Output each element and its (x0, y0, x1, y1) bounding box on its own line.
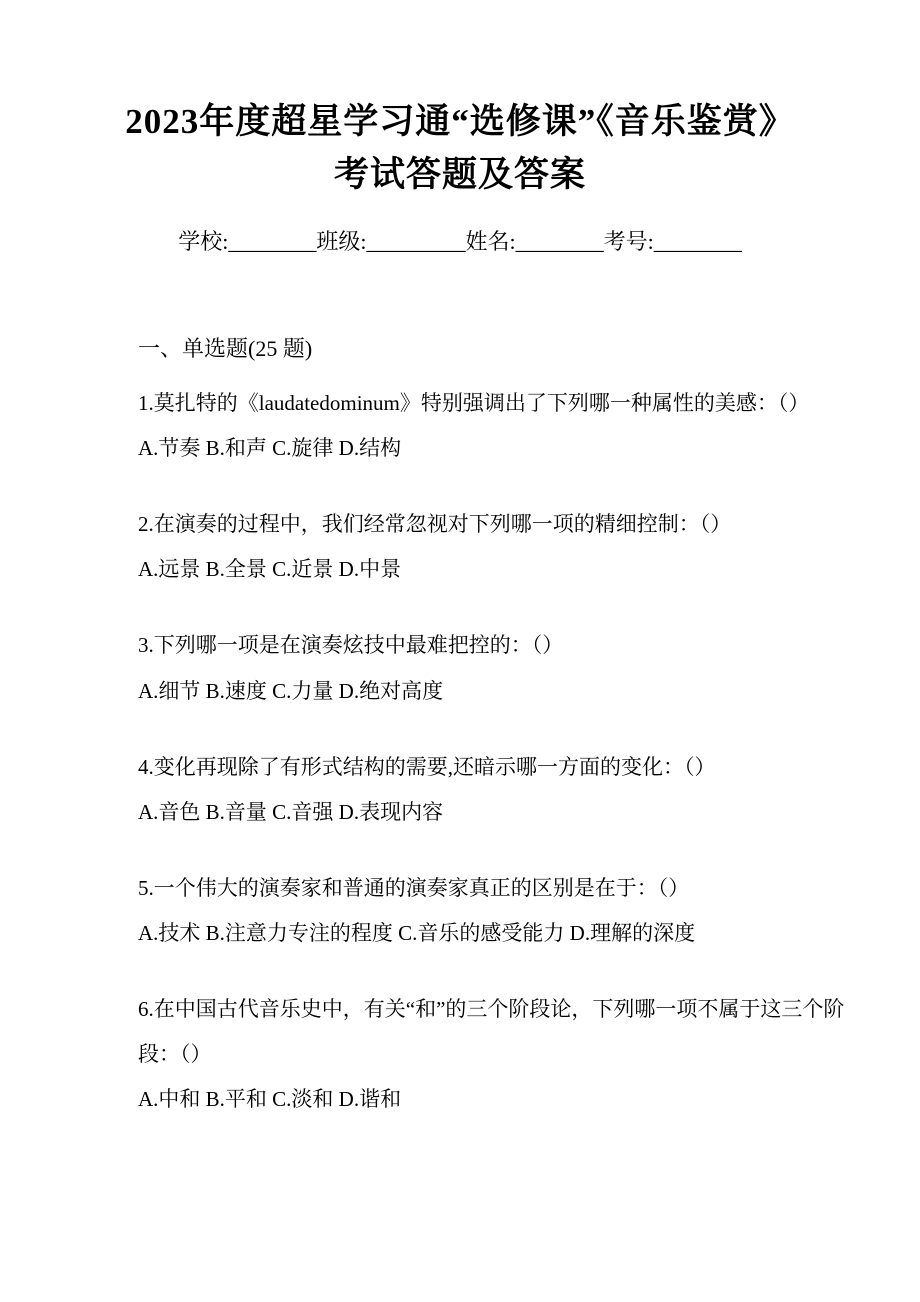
class-blank: _________ (366, 229, 466, 254)
name-blank: ________ (515, 229, 604, 254)
title-line-2: 考试答题及答案 (333, 154, 586, 194)
exam-no-blank: ________ (653, 229, 742, 254)
question-3-options: A.细节 B.速度 C.力量 D.绝对高度 (138, 678, 444, 703)
question-6 (138, 987, 884, 1122)
question-5 (138, 866, 884, 956)
question-4 (138, 745, 884, 835)
question-3 (138, 623, 884, 713)
question-5-text: 5.一个伟大的演奏家和普通的演奏家真正的区别是在于：（） (138, 875, 690, 900)
question-2 (138, 502, 884, 592)
student-info-line (0, 227, 920, 258)
question-2-text: 2.在演奏的过程中，我们经常忽视对下列哪一项的精细控制：（） (138, 512, 732, 537)
question-2-options: A.远景 B.全景 C.近景 D.中景 (138, 557, 402, 582)
question-4-text: 4.变化再现除了有形式结构的需要,还暗示哪一方面的变化：（） (138, 754, 716, 779)
name-label: 姓名: (465, 229, 516, 254)
title-line-1: 2023年度超星学习通“选修课”《音乐鉴赏》 (125, 102, 795, 141)
exam-no-label: 考号: (603, 229, 654, 254)
question-1-text: 1.莫扎特的《laudatedominum》特别强调出了下列哪一种属性的美感：（） (138, 390, 810, 415)
question-6-text: 6.在中国古代音乐史中，有关“和”的三个阶段论，下列哪一项不属于这三个阶段：（） (138, 997, 845, 1067)
class-label: 班级: (316, 229, 367, 254)
school-blank: ________ (228, 229, 317, 254)
document-title (110, 0, 810, 201)
question-3-text: 3.下列哪一项是在演奏炫技中最难把控的：（） (138, 633, 564, 658)
school-label: 学校: (178, 229, 229, 254)
question-1-options: A.节奏 B.和声 C.旋律 D.结构 (138, 435, 402, 460)
question-4-options: A.音色 B.音量 C.音强 D.表现内容 (138, 799, 444, 824)
document-body (138, 332, 884, 1123)
question-5-options: A.技术 B.注意力专注的程度 C.音乐的感受能力 D.理解的深度 (138, 921, 696, 946)
question-1 (138, 381, 884, 471)
section-title: 一、单选题(25 题) (138, 335, 313, 361)
question-6-options: A.中和 B.平和 C.淡和 D.谐和 (138, 1087, 402, 1112)
